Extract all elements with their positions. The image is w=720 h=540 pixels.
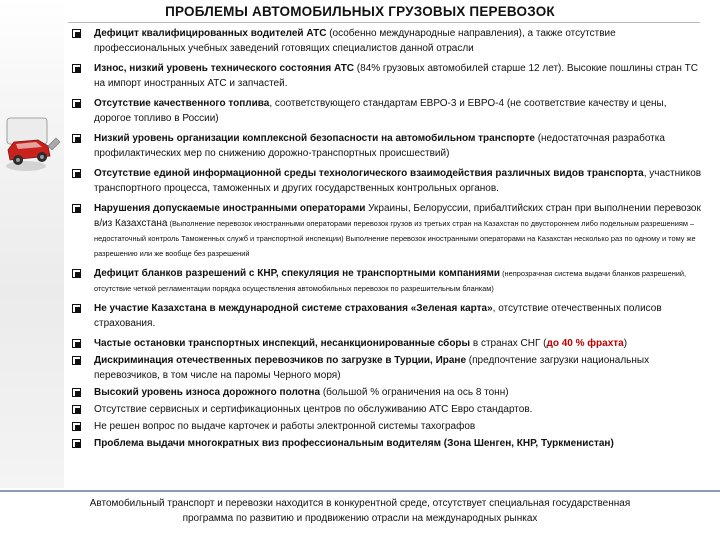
footer-line-1: Автомобильный транспорт и перевозки находится в конкурентной среде, отсутствует специальная государственная [89,498,631,509]
slide-title: ПРОБЛЕМЫ АВТОМОБИЛЬНЫХ ГРУЗОВЫХ ПЕРЕВОЗОК [165,4,555,19]
list-item [72,131,702,161]
item-text: Не решен вопрос по выдаче карточек и работы электронной системы тахографов [94,421,476,432]
item-heading: Износ, низкий уровень технического состояния АТС [94,63,355,74]
item-heading: Не участие Казахстана в международной системе страхования «Зеленая карта» [94,303,493,314]
checkbox-bullet-icon [72,388,82,397]
checkbox-bullet-icon [72,356,82,365]
item-text: Украины, Белоруссии, прибалтийских стран при выполнении перевозок в/из Казахстана [94,203,701,229]
list-item [72,201,702,261]
list-item [72,419,702,434]
item-heading: Отсутствие качественного топлива [94,98,270,109]
list-item [72,166,702,196]
item-heading: Проблема выдачи многократных виз профессиональным водителям (Зона Шенген, КНР, Туркменистан) [94,438,614,449]
item-text: , участников транспортного процесса, таможенных и других государственных контрольных органов. [94,168,702,194]
list-item [72,266,702,296]
checkbox-bullet-icon [72,339,82,348]
item-text: , отсутствие отечественных полисов страхования. [94,303,662,329]
checkbox-bullet-icon [72,405,82,414]
item-heading: Отсутствие единой информационной среды технологического взаимодействия различных видов транспорта [94,168,644,179]
item-text: (недостаточная разработка профилактических мер по снижению дорожно-транспортных происшествий) [94,133,665,159]
item-highlight: до 40 % фрахта [546,338,624,349]
item-heading: Высокий уровень износа дорожного полотна [94,387,321,398]
item-heading: Дефицит бланков разрешений с КНР, спекуляция не транспортными компаниями [94,268,501,279]
list-item [72,402,702,417]
item-text-tail: ) [623,338,628,349]
title-divider [68,22,700,23]
checkbox-bullet-icon [72,99,82,108]
checkbox-bullet-icon [72,439,82,448]
list-item [72,301,702,331]
side-illustration-panel [0,0,64,488]
item-heading: Нарушения допускаемые иностранными операторами [94,203,366,214]
problem-list [72,26,702,451]
list-item [72,26,702,56]
list-item [72,61,702,91]
checkbox-bullet-icon [72,29,82,38]
checkbox-bullet-icon [72,269,82,278]
item-note: (Выполнение перевозок иностранными операторами перевозок грузов из третьих стран на Казахстан по двустороннем либо подельным разрешениям – недостаточный контроль Таможенных служб и транспортной инспекции) Выполнение перевозок иностранными операторами на Казахстан несколько раз по одному и тому же разрешению или же вообще без разрешений [94,219,696,258]
item-heading: Дискриминация отечественных перевозчиков по загрузке в Турции, Иране [94,355,467,366]
list-item [72,96,702,126]
footer-note [0,490,720,540]
item-heading: Низкий уровень организации комплексной безопасности на автомобильном транспорте [94,133,535,144]
item-text: (84% грузовых автомобилей старше 12 лет). Высокие пошлины стран ТС на импорт иностранных АТС и запчастей. [94,63,698,89]
item-text: (особенно международные направления), а также отсутствие профессиональных учебных заведений готовящих специалистов данной отрасли [94,28,616,54]
item-heading: Частые остановки транспортных инспекций, несанкционированные сборы [94,338,471,349]
red-truck-icon [4,106,62,178]
checkbox-bullet-icon [72,422,82,431]
checkbox-bullet-icon [72,64,82,73]
item-heading: Дефицит квалифицированных водителей АТС [94,28,327,39]
item-text: , соответствующего стандартам ЕВРО-3 и ЕВРО-4 (не соответствие качеству и цены, дорогое топливо в России) [94,98,667,124]
item-text: Отсутствие сервисных и сертификационных центров по обслуживанию АТС Евро стандартов. [94,404,533,415]
checkbox-bullet-icon [72,134,82,143]
item-note: (непрозрачная система выдачи бланков разрешений, отсутствие четкой регламентации порядка осуществления автомобильных перевозок по разрешительным бланкам) [94,269,687,293]
list-item [72,436,702,451]
item-text: (большой % ограничения на ось 8 тонн) [320,387,509,398]
item-text: (предпочтение загрузки национальных перевозчиков, в том числе на паромы Черного моря) [94,355,650,381]
list-item [72,336,702,351]
footer-line-2: программа по развитию и продвижению отрасли на международных рынках [182,513,538,524]
item-text: в странах СНГ ( [470,338,547,349]
checkbox-bullet-icon [72,304,82,313]
checkbox-bullet-icon [72,204,82,213]
list-item [72,385,702,400]
checkbox-bullet-icon [72,169,82,178]
list-item [72,353,702,383]
